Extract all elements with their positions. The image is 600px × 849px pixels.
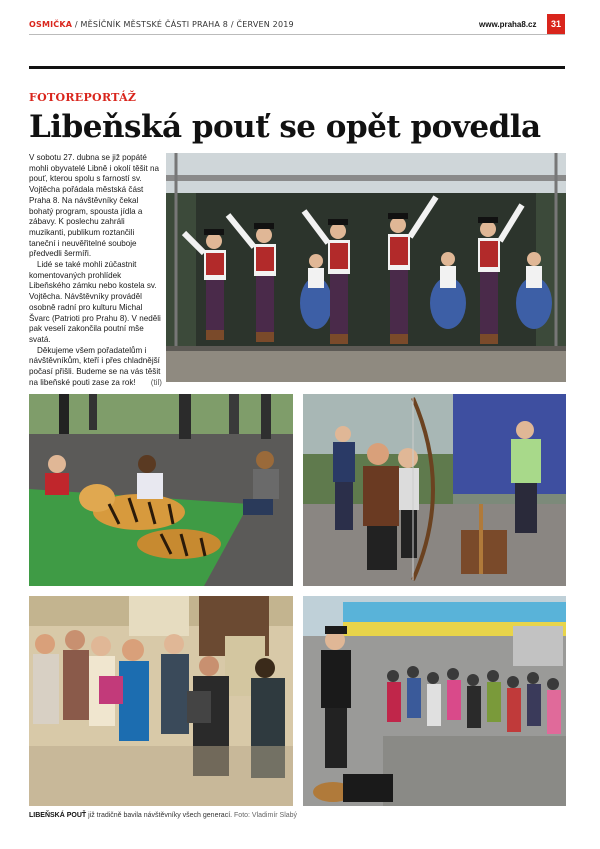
chateau-tour-photo [29, 596, 293, 806]
folk-dancers-photo [166, 153, 566, 382]
kids-with-tiger-photo [29, 394, 293, 586]
masthead-issue: / MĚSÍČNÍK MĚSTSKÉ ČÁSTI PRAHA 8 / ČERVEN 2019 [72, 20, 294, 29]
section-kicker: FOTOREPORTÁŽ [29, 91, 137, 104]
photo-caption [29, 812, 569, 819]
archery-photo [303, 394, 566, 586]
header-divider [29, 34, 565, 35]
section-divider [29, 66, 565, 69]
page-number: 31 [547, 14, 565, 35]
article-body [29, 153, 162, 388]
caption-text: již tradičně bavila návštěvníky všech generací. [86, 812, 233, 819]
masthead [29, 20, 294, 29]
page-header [0, 0, 600, 35]
article-paragraph: Lidé se také mohli zúčastnit komentovaných prohlídek Libeňského zámku nebo kostela sv. Vojtěcha. Návštěvníky prováděl osobně radní pro kulturu Michal Švarc (Patrioti pro Prahu 8). V neděli pak veselí zakončila poutní mše svatá. [29, 260, 161, 344]
caption-label: LIBEŇSKÁ POUŤ [29, 812, 87, 819]
article-paragraph-text: Děkujeme všem pořadatelům i návštěvníkům, kteří i přes chladnější počasí přišli. Budeme se na vás těšit na libeňské pouti zase za rok! [29, 345, 161, 387]
chateau-tour-image [29, 596, 293, 806]
photo-credit: Foto: Vladimír Slabý [232, 812, 298, 819]
outdoor-concert-image [303, 596, 566, 806]
outdoor-concert-photo [303, 596, 566, 806]
article-paragraph [29, 346, 162, 389]
article-paragraph: V sobotu 27. dubna se již popáté mohli obyvatelé Libně i okolí těšit na pouť, kterou spolu s farností sv. Vojtěcha pořádala městská část Praha 8. Na návštěvníky čekal bohatý program, spousta jídla a zábavy. K poslechu zahráli muzikanti, publikum roztančili taneční i neuvěřitelné souboje předvedli šermíři. [29, 153, 160, 259]
folk-dancers-image [166, 153, 566, 382]
brand-name: OSMIČKA [29, 20, 73, 29]
kids-with-tiger-image [29, 394, 293, 586]
site-url[interactable]: www.praha8.cz [479, 20, 537, 29]
article-title: Libeňská pouť se opět povedla [29, 109, 541, 145]
article-signature: (til) [150, 377, 162, 387]
archery-image [303, 394, 566, 586]
